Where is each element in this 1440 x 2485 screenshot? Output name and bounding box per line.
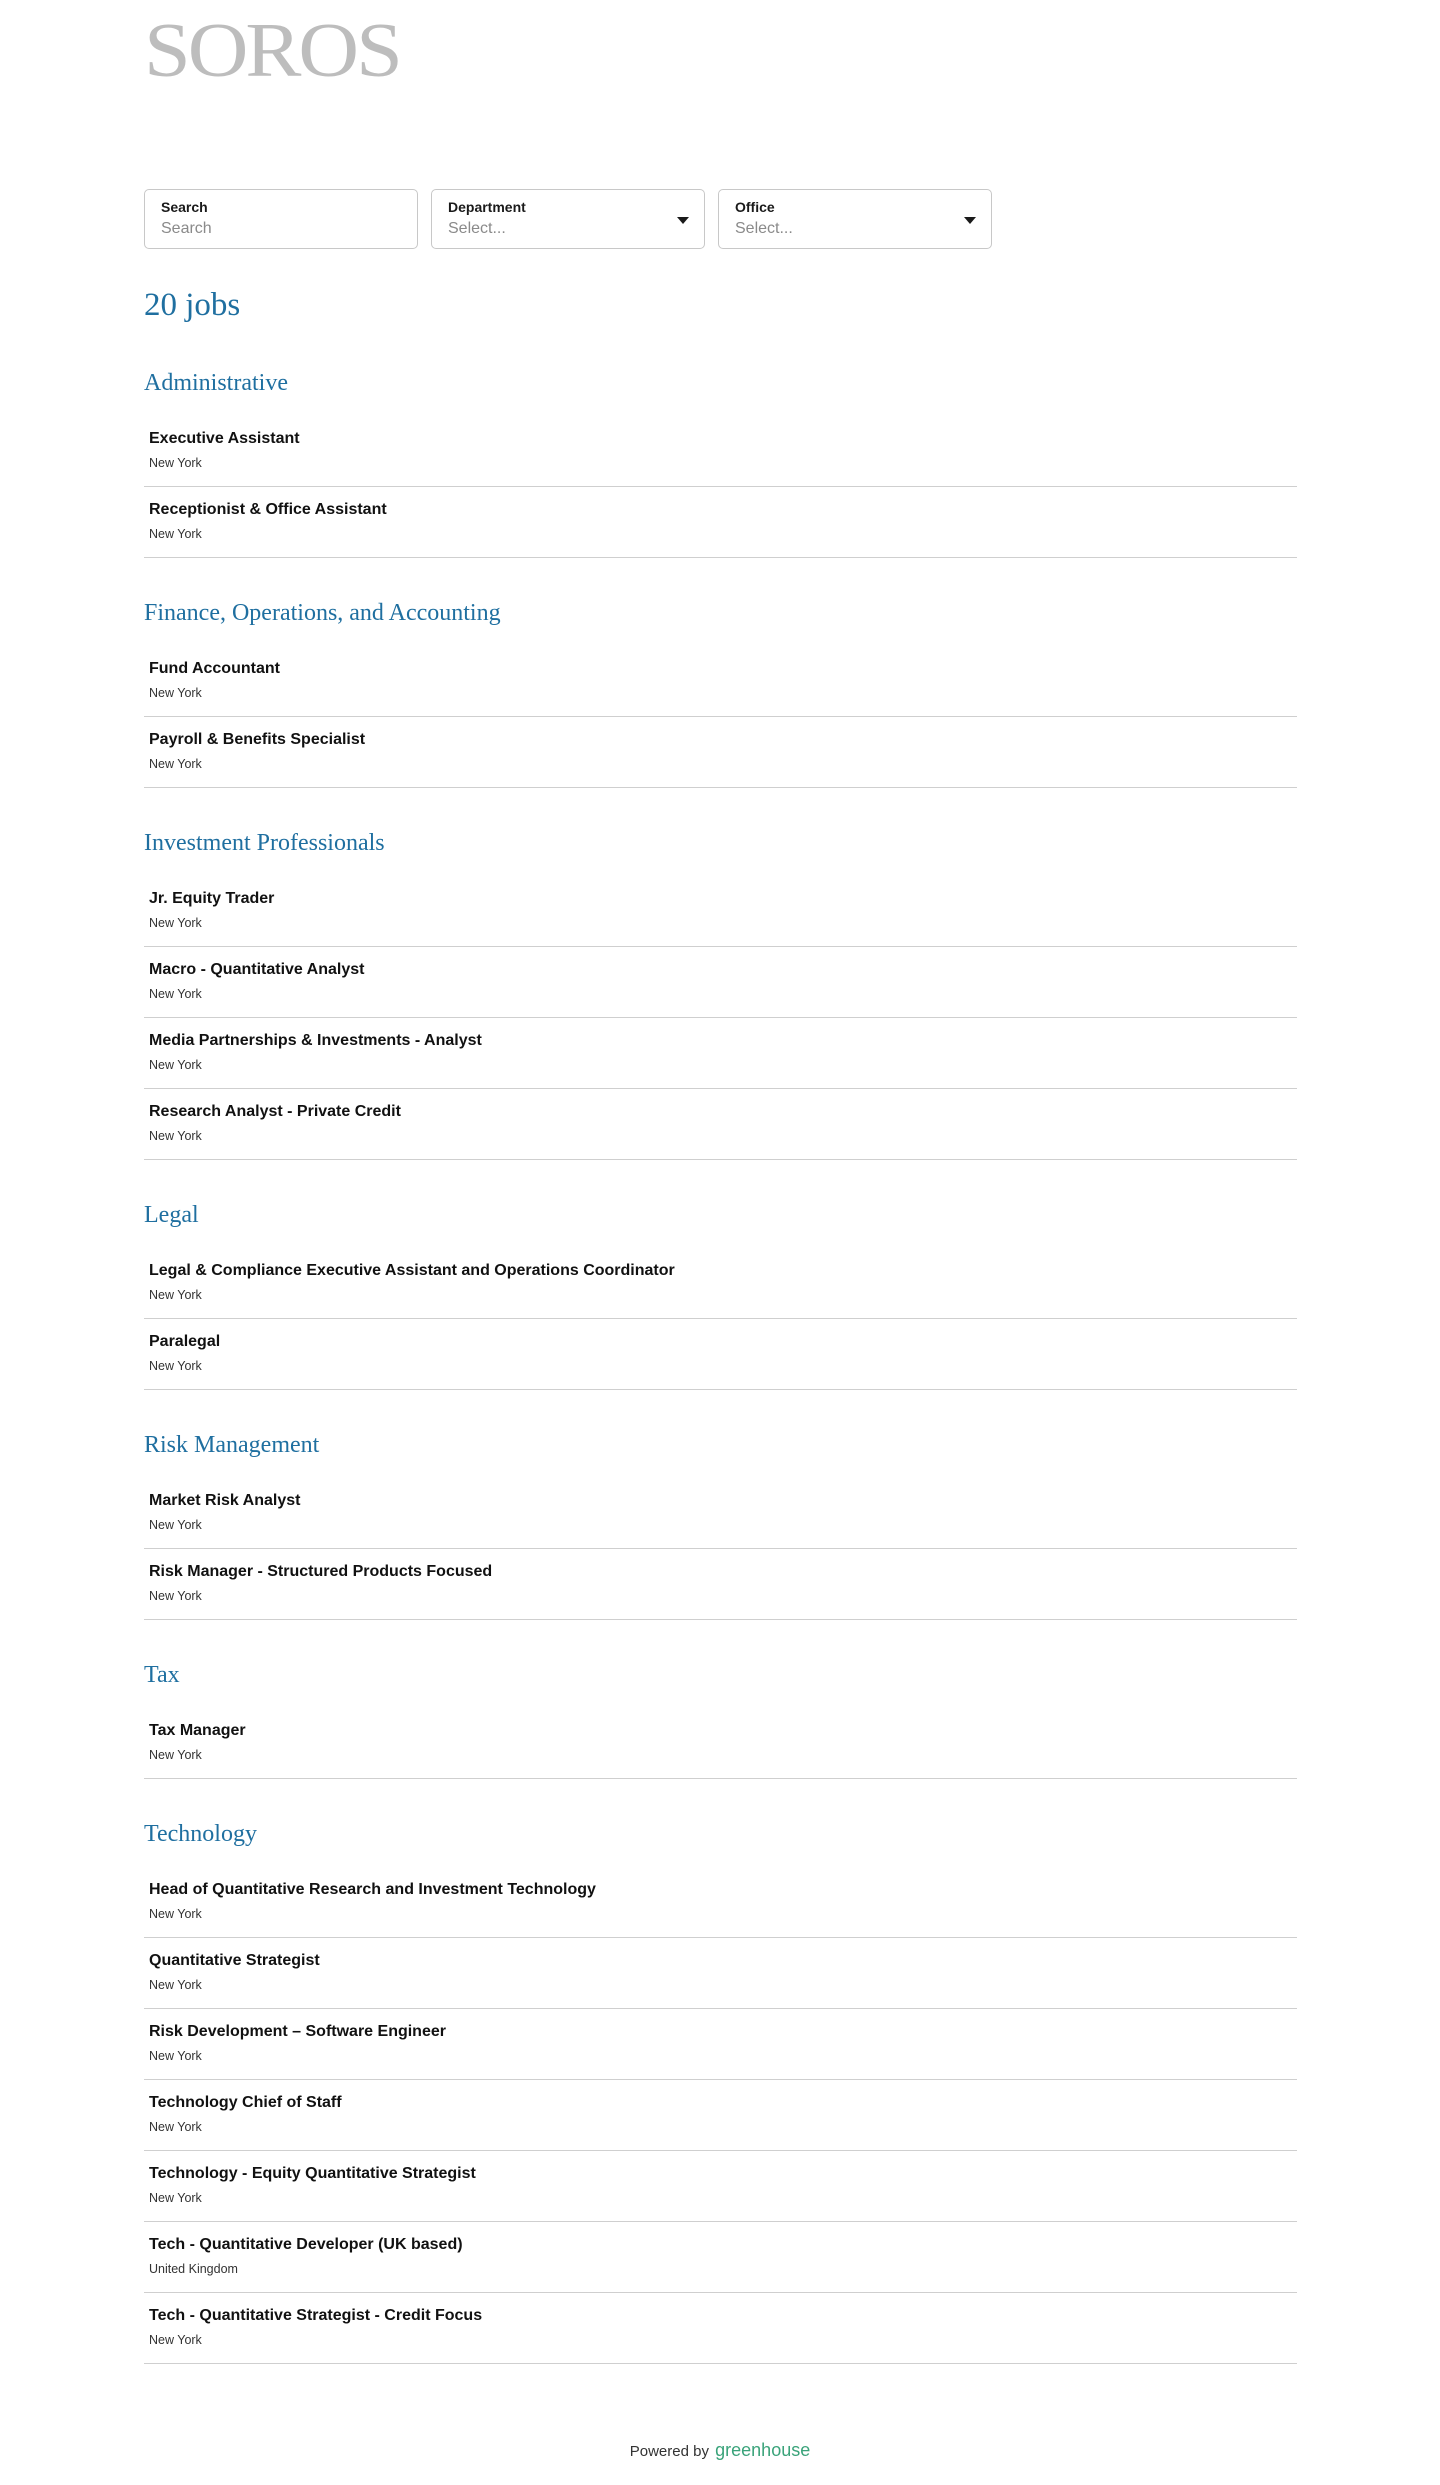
job-location: New York — [149, 2049, 202, 2063]
job-title-link[interactable]: Risk Development – Software Engineer — [149, 2023, 446, 2040]
job-row[interactable] — [144, 1478, 1297, 1549]
job-location: New York — [149, 1518, 202, 1532]
job-location: New York — [149, 1359, 202, 1373]
filter-bar — [144, 189, 992, 249]
job-location: New York — [149, 987, 202, 1001]
job-title-link[interactable]: Market Risk Analyst — [149, 1492, 301, 1509]
job-row[interactable] — [144, 1549, 1297, 1620]
job-row[interactable] — [144, 1319, 1297, 1390]
department-heading-technology: Technology — [144, 1821, 257, 1847]
powered-by-text: Powered by — [629, 2443, 709, 2460]
job-location: New York — [149, 456, 202, 470]
powered-by-footer — [0, 2440, 1440, 2461]
search-filter[interactable] — [144, 189, 418, 249]
job-row[interactable] — [144, 2293, 1297, 2364]
job-location: New York — [149, 2333, 202, 2347]
job-title-link[interactable]: Risk Manager - Structured Products Focused — [149, 1563, 493, 1580]
job-location: New York — [149, 1058, 202, 1072]
job-row[interactable] — [144, 947, 1297, 1018]
department-heading-finance: Finance, Operations, and Accounting — [144, 600, 501, 626]
job-row[interactable] — [144, 646, 1297, 717]
job-location: New York — [149, 916, 202, 930]
caret-down-icon[interactable] — [677, 217, 689, 224]
job-title-link[interactable]: Executive Assistant — [149, 430, 300, 447]
department-heading-investment-professionals: Investment Professionals — [144, 830, 385, 856]
office-label: Office — [735, 199, 775, 215]
job-row[interactable] — [144, 1089, 1297, 1160]
job-title-link[interactable]: Jr. Equity Trader — [149, 890, 275, 907]
job-location: New York — [149, 2120, 202, 2134]
job-location: New York — [149, 686, 202, 700]
job-title-link[interactable]: Research Analyst - Private Credit — [149, 1103, 401, 1120]
job-title-link[interactable]: Technology Chief of Staff — [149, 2094, 342, 2111]
job-row[interactable] — [144, 1248, 1297, 1319]
job-row[interactable] — [144, 1938, 1297, 2009]
office-select[interactable] — [718, 189, 992, 249]
job-location: New York — [149, 757, 202, 771]
greenhouse-logo-link[interactable]: greenhouse — [715, 2440, 811, 2460]
job-location: New York — [149, 1589, 202, 1603]
job-title-link[interactable]: Tech - Quantitative Strategist - Credit Focus — [149, 2307, 483, 2324]
department-label: Department — [448, 199, 526, 215]
job-location: New York — [149, 1129, 202, 1143]
job-title-link[interactable]: Media Partnerships & Investments - Analyst — [149, 1032, 482, 1049]
job-title-link[interactable]: Technology - Equity Quantitative Strategist — [149, 2165, 476, 2182]
search-input[interactable] — [161, 220, 381, 238]
job-location: New York — [149, 1907, 202, 1921]
job-row[interactable] — [144, 1018, 1297, 1089]
department-heading-legal: Legal — [144, 1202, 199, 1228]
job-location: New York — [149, 1978, 202, 1992]
department-heading-risk-management: Risk Management — [144, 1432, 320, 1458]
job-title-link[interactable]: Tax Manager — [149, 1722, 246, 1739]
job-row[interactable] — [144, 416, 1297, 487]
job-location: New York — [149, 1288, 202, 1302]
job-title-link[interactable]: Head of Quantitative Research and Investment Technology — [149, 1881, 596, 1898]
soros-logo[interactable]: SOROS — [144, 7, 400, 93]
caret-down-icon[interactable] — [964, 217, 976, 224]
job-row[interactable] — [144, 1708, 1297, 1779]
job-location: New York — [149, 527, 202, 541]
job-row[interactable] — [144, 876, 1297, 947]
job-row[interactable] — [144, 2151, 1297, 2222]
department-heading-administrative: Administrative — [144, 370, 288, 396]
department-select-value[interactable]: Select... — [448, 220, 506, 237]
job-row[interactable] — [144, 1867, 1297, 1938]
job-title-link[interactable]: Fund Accountant — [149, 660, 280, 677]
search-label: Search — [161, 199, 208, 215]
job-location: United Kingdom — [149, 2262, 238, 2276]
job-title-link[interactable]: Receptionist & Office Assistant — [149, 501, 387, 518]
job-title-link[interactable]: Quantitative Strategist — [149, 1952, 320, 1969]
job-row[interactable] — [144, 487, 1297, 558]
office-select-value[interactable]: Select... — [735, 220, 793, 237]
job-row[interactable] — [144, 2080, 1297, 2151]
job-location: New York — [149, 2191, 202, 2205]
job-row[interactable] — [144, 717, 1297, 788]
job-title-link[interactable]: Tech - Quantitative Developer (UK based) — [149, 2236, 463, 2253]
job-title-link[interactable]: Legal & Compliance Executive Assistant and Operations Coordinator — [149, 1262, 675, 1279]
job-row[interactable] — [144, 2222, 1297, 2293]
job-count-heading: 20 jobs — [144, 287, 241, 323]
job-title-link[interactable]: Payroll & Benefits Specialist — [149, 731, 366, 748]
job-title-link[interactable]: Paralegal — [149, 1333, 221, 1350]
job-location: New York — [149, 1748, 202, 1762]
job-title-link[interactable]: Macro - Quantitative Analyst — [149, 961, 365, 978]
job-row[interactable] — [144, 2009, 1297, 2080]
department-heading-tax: Tax — [144, 1662, 180, 1688]
department-select[interactable] — [431, 189, 705, 249]
